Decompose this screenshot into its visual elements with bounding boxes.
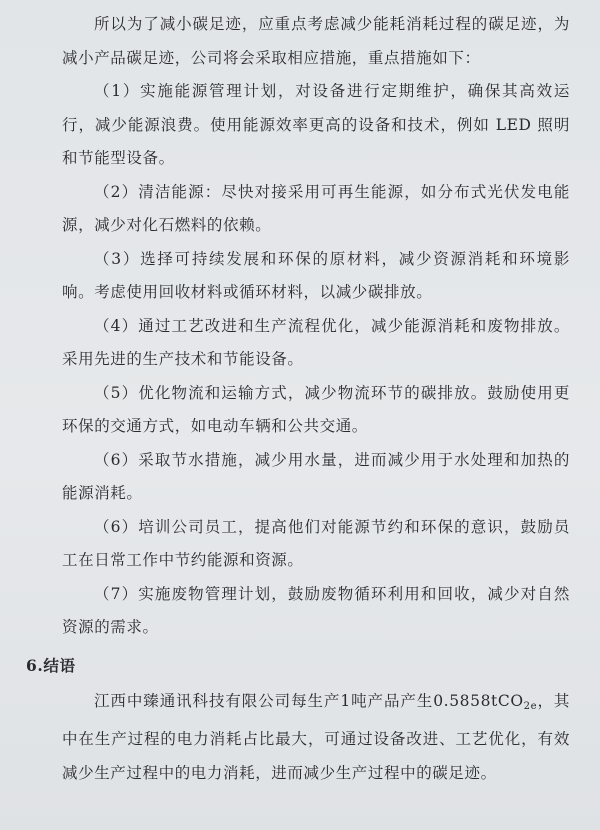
measure-5: （5）优化物流和运输方式，减少物流环节的碳排放。鼓励使用更环保的交通方式，如电动车辆和公共交通。 [62,383,570,435]
conclusion-text-start: 江西中臻通讯科技有限公司每生产1吨产品产生0.5858tCO [94,691,524,710]
intro-paragraph: 所以为了减小碳足迹，应重点考虑减少能耗消耗过程的碳足迹，为减小产品碳足迹，公司将会采取相应措施，重点措施如下： [62,15,570,67]
measure-1: （1）实施能源管理计划，对设备进行定期维护，确保其高效运行，减少能源浪费。使用能源效率更高的设备和技术，例如 LED 照明和节能型设备。 [62,82,570,167]
conclusion-text-end: ，其中在生产过程的电力消耗占比最大，可通过设备改进、工艺优化，有效减少生产过程中的电力消耗，进而减少生产过程中的碳足迹。 [62,691,570,782]
section-heading: 6.结语 [26,655,76,675]
conclusion-paragraph [62,685,570,791]
measure-7: （7）实施废物管理计划，鼓励废物循环利用和回收，减少对自然资源的需求。 [62,584,570,636]
co2e-subscript: 2e [523,700,538,712]
measure-2: （2）清洁能源：尽快对接采用可再生能源，如分布式光伏发电能源，减少对化石燃料的依赖。 [62,182,570,234]
measure-3: （3）选择可持续发展和环保的原材料，减少资源消耗和环境影响。考虑使用回收材料或循环材料，以减少碳排放。 [62,249,570,301]
measure-6a: （6）采取节水措施，减少用水量，进而减少用于水处理和加热的能源消耗。 [62,450,570,502]
measure-6b: （6）培训公司员工，提高他们对能源节约和环保的意识，鼓励员工在日常工作中节约能源和资源。 [62,517,570,569]
measure-4: （4）通过工艺改进和生产流程优化，减少能源消耗和废物排放。采用先进的生产技术和节能设备。 [62,316,570,368]
